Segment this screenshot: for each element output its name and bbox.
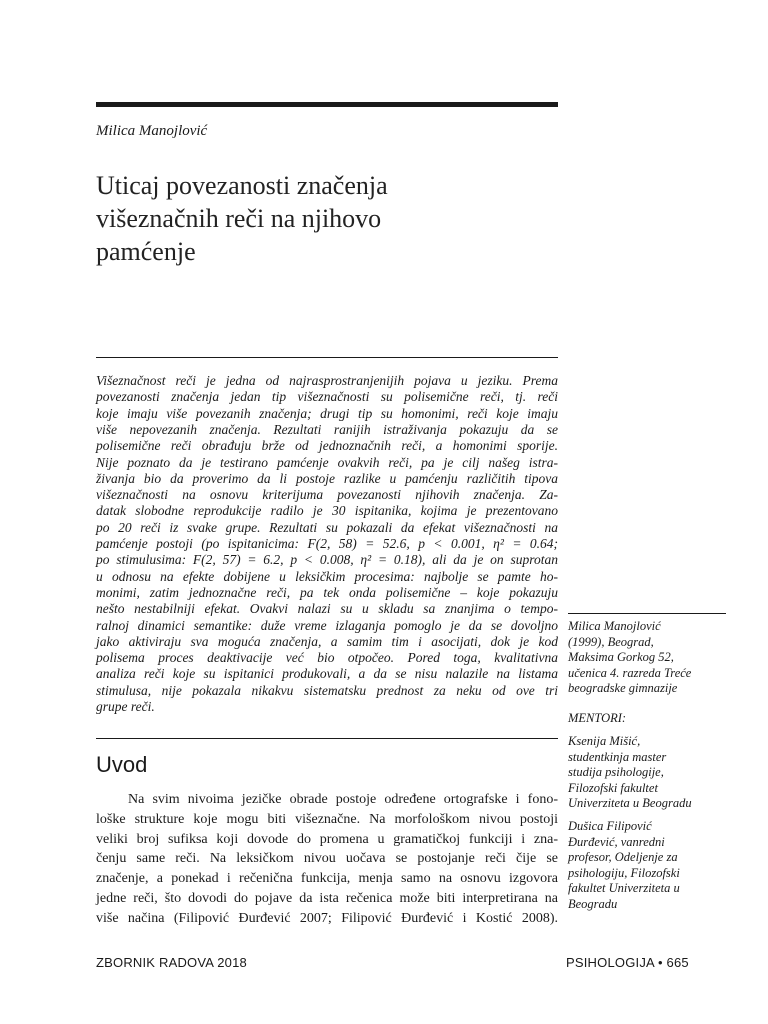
abstract-line: nešto nestabilniji efekat. Ovakvi nalazi su u skladu sa znanjima o tempo-: [96, 601, 558, 617]
sidebar-line: Milica Manojlović: [568, 619, 661, 633]
sidebar-line: Univerziteta u Beogradu: [568, 796, 692, 810]
mentor-1: [568, 734, 728, 812]
abstract-line: živanja bio da proverimo da li postoje razlike u pamćenju različitih tipova: [96, 470, 558, 486]
mentor-2: [568, 819, 728, 912]
abstract-line: monimi, zatim jednoznačne reči, pa tek onda polisemične – koje pokazuju: [96, 584, 558, 600]
abstract-top-rule: [96, 357, 558, 358]
body-line: čenju same reči. Na leksičkom nivou uočava se postojanje reči čije se: [96, 851, 558, 867]
sidebar-line: Đurđević, vanredni: [568, 834, 665, 849]
sidebar-line: Maksima Gorkog 52,: [568, 650, 674, 664]
body-line: značenje, a ponekad i rečenična funkcija, menja samo na osnovu izgovora: [96, 871, 558, 887]
sidebar-line: Beogradu: [568, 896, 618, 911]
sidebar-line: studentkinja master: [568, 749, 667, 764]
sidebar-line: profesor, Odeljenje za: [568, 850, 678, 864]
abstract-bottom-rule: [96, 738, 558, 739]
abstract-line: povezanosti značenja jedan tip višeznačnosti su polisemične reči, tj. reči: [96, 389, 558, 405]
sidebar-author-info: [568, 619, 728, 697]
abstract-line: koje imaju više povezanih značenja; drugi tip su homonimi, reči koje imaju: [96, 405, 558, 421]
abstract-line: pamćenje postoji (po ispitanicima: F(2, 58) = 52.6, p < 0.001, η² = 0.64;: [96, 536, 558, 551]
body-line: jedne reči, što dovodi do pojave da ista rečenica može biti interpretirana na: [96, 891, 558, 906]
body-line: veliki broj sufiksa koji dovode do promena u gramatičkoj funkciji i zna-: [96, 831, 558, 847]
section-heading: Uvod: [96, 752, 148, 777]
body-line: loške strukture koje mogu biti višeznačne. Na morfološkom nivou postoji: [96, 811, 558, 827]
abstract-line: polisema proces deaktivacije već bio otpočeo. Pored toga, kvalitativna: [96, 650, 558, 666]
sidebar-line: Ksenija Mišić,: [568, 734, 641, 748]
abstract-line: po stimulusima: F(2, 57) = 6.2, p < 0.008, η² = 0.18), ali da je on suprotan: [96, 552, 558, 568]
sidebar-rule: [568, 613, 726, 614]
sidebar-line: fakultet Univerziteta u: [568, 881, 680, 895]
abstract-line: u odnosu na efekte dobijene u leksičkim procesima: najbolje se pamte ho-: [96, 568, 558, 584]
title-line: višeznačnih reči na njihovo: [96, 204, 382, 233]
footer-page: PSIHOLOGIJA • 665: [566, 955, 689, 970]
sidebar-line: Filozofski fakultet: [568, 780, 658, 795]
abstract-line: grupe reči.: [96, 699, 155, 714]
abstract-line: analiza reči koje su ispitanici produkovali, a da se nisu nalazile na listama: [96, 666, 558, 682]
sidebar-line: studija psihologije,: [568, 765, 664, 779]
abstract-line: po 20 reči iz svake grupe. Rezultati su pokazali da efekat višeznačnosti na: [96, 519, 558, 535]
sidebar-line: (1999), Beograd,: [568, 634, 654, 649]
abstract-line: više nepovezanih značenja. Rezultati ranijih istraživanja pokazuju da se: [96, 421, 558, 437]
abstract-line: polisemične reči obrađuju brže od jednoznačnih reči, a homonimi sporije.: [96, 438, 558, 454]
sidebar-line: beogradske gimnazije: [568, 681, 678, 695]
body-line: Na svim nivoima jezičke obrade postoje određene ortografske i fono-: [128, 792, 558, 807]
paper-title: [96, 169, 556, 268]
sidebar-line: učenica 4. razreda Treće: [568, 665, 692, 680]
abstract-line: višeznačnosti na osnovu kriterijuma povezanosti njihovih značenja. Za-: [96, 487, 558, 503]
body-line: više načina (Filipović Đurđević 2007; Filipović Đurđević i Kostić 2008).: [96, 910, 558, 926]
abstract-line: datak slobodne reprodukcije radilo je 30 ispitanika, kojima je prezentovano: [96, 503, 558, 519]
abstract-line: stimulusa, nije pokazala nikakvu sistematsku prednost za neku od ove tri: [96, 682, 558, 698]
abstract-line: Višeznačnost reči je jedna od najrasprostranjenijih pojava u jeziku. Prema: [96, 373, 558, 388]
abstract-line: jako aktiviraju sva moguća značenja, a samim tim i asocijati, dok je kod: [96, 633, 558, 649]
footer-journal: ZBORNIK RADOVA 2018: [96, 955, 247, 970]
sidebar-line: psihologiju, Filozofski: [568, 865, 680, 880]
mentors-label: MENTORI:: [568, 711, 627, 725]
abstract-line: ralnoj dinamici semantike: duže vreme izlaganja pomoglo je da se dovoljno: [96, 617, 558, 633]
sidebar-line: Dušica Filipović: [568, 819, 652, 833]
top-rule: [96, 102, 558, 107]
author-name: Milica Manojlović: [96, 123, 208, 139]
title-line: Uticaj povezanosti značenja: [96, 171, 388, 200]
title-line: pamćenje: [96, 237, 196, 266]
abstract-line: Nije poznato da je testirano pamćenje ovakvih reči, pa je cilj našeg istra-: [96, 454, 558, 470]
